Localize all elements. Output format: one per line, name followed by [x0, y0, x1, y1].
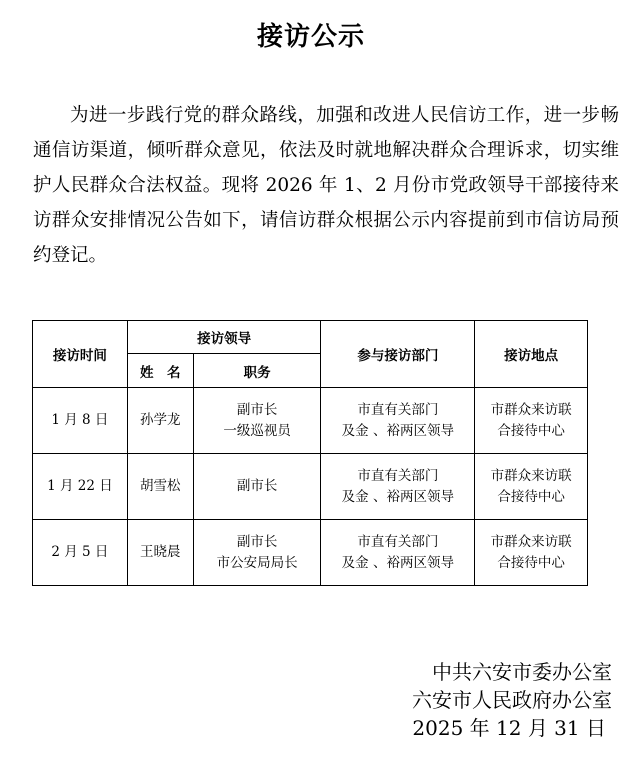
position-line: 副市长 — [236, 533, 278, 550]
header-time: 接访时间 — [33, 321, 128, 388]
location-line: 市群众来访联 — [490, 533, 572, 550]
reception-schedule-table — [32, 320, 588, 586]
location-line: 合接待中心 — [497, 554, 565, 571]
departments-line: 及金 、裕两区领导 — [341, 488, 454, 505]
position-line: 副市长 — [236, 478, 278, 494]
header-leader: 接访领导 — [127, 321, 321, 354]
cell-date: 1 月 22 日 — [33, 454, 128, 520]
departments-line: 市直有关部门 — [357, 533, 439, 550]
table-header-row — [33, 321, 588, 354]
cell-location — [475, 388, 588, 454]
position-line: 副市长 — [236, 401, 278, 418]
header-departments: 参与接访部门 — [321, 321, 475, 388]
header-position: 职务 — [193, 354, 321, 388]
cell-position — [193, 454, 321, 520]
cell-name: 王晓晨 — [127, 520, 193, 586]
location-line: 市群众来访联 — [490, 467, 572, 484]
departments-line: 及金 、裕两区领导 — [341, 554, 454, 571]
departments-line: 及金 、裕两区领导 — [341, 422, 454, 439]
departments-line: 市直有关部门 — [357, 467, 439, 484]
header-name: 姓 名 — [127, 354, 193, 388]
location-line: 市群众来访联 — [490, 401, 572, 418]
position-line: 市公安局局长 — [216, 554, 298, 571]
signature-org-government-office: 六安市人民政府办公室 — [412, 688, 612, 712]
cell-name: 胡雪松 — [127, 454, 193, 520]
signature-org-party-office: 中共六安市委办公室 — [432, 660, 612, 684]
cell-name: 孙学龙 — [127, 388, 193, 454]
signature-date: 2025 年 12 月 31 日 — [412, 716, 606, 740]
table-row — [33, 454, 588, 520]
cell-location — [475, 520, 588, 586]
header-location: 接访地点 — [475, 321, 588, 388]
location-line: 合接待中心 — [497, 488, 565, 505]
cell-departments — [321, 520, 475, 586]
cell-departments — [321, 388, 475, 454]
intro-paragraph: 为进一步践行党的群众路线，加强和改进人民信访工作，进一步畅通信访渠道，倾听群众意见，依法及时就地解决群众合理诉求，切实维护人民群众合法权益。现将 2026 年 1、2 月份市党政领导干部接待来访群众安排情况公告如下，请信访群众根据公示内容提前到市信访局预约登记。 — [33, 105, 619, 266]
page-title: 接访公示 — [256, 22, 365, 52]
table-row — [33, 388, 588, 454]
position-line: 一级巡视员 — [223, 422, 291, 439]
cell-date: 2 月 5 日 — [33, 520, 128, 586]
departments-line: 市直有关部门 — [357, 401, 439, 418]
cell-position — [193, 388, 321, 454]
cell-position — [193, 520, 321, 586]
table-row — [33, 520, 588, 586]
cell-location — [475, 454, 588, 520]
cell-date: 1 月 8 日 — [33, 388, 128, 454]
location-line: 合接待中心 — [497, 422, 565, 439]
cell-departments — [321, 454, 475, 520]
